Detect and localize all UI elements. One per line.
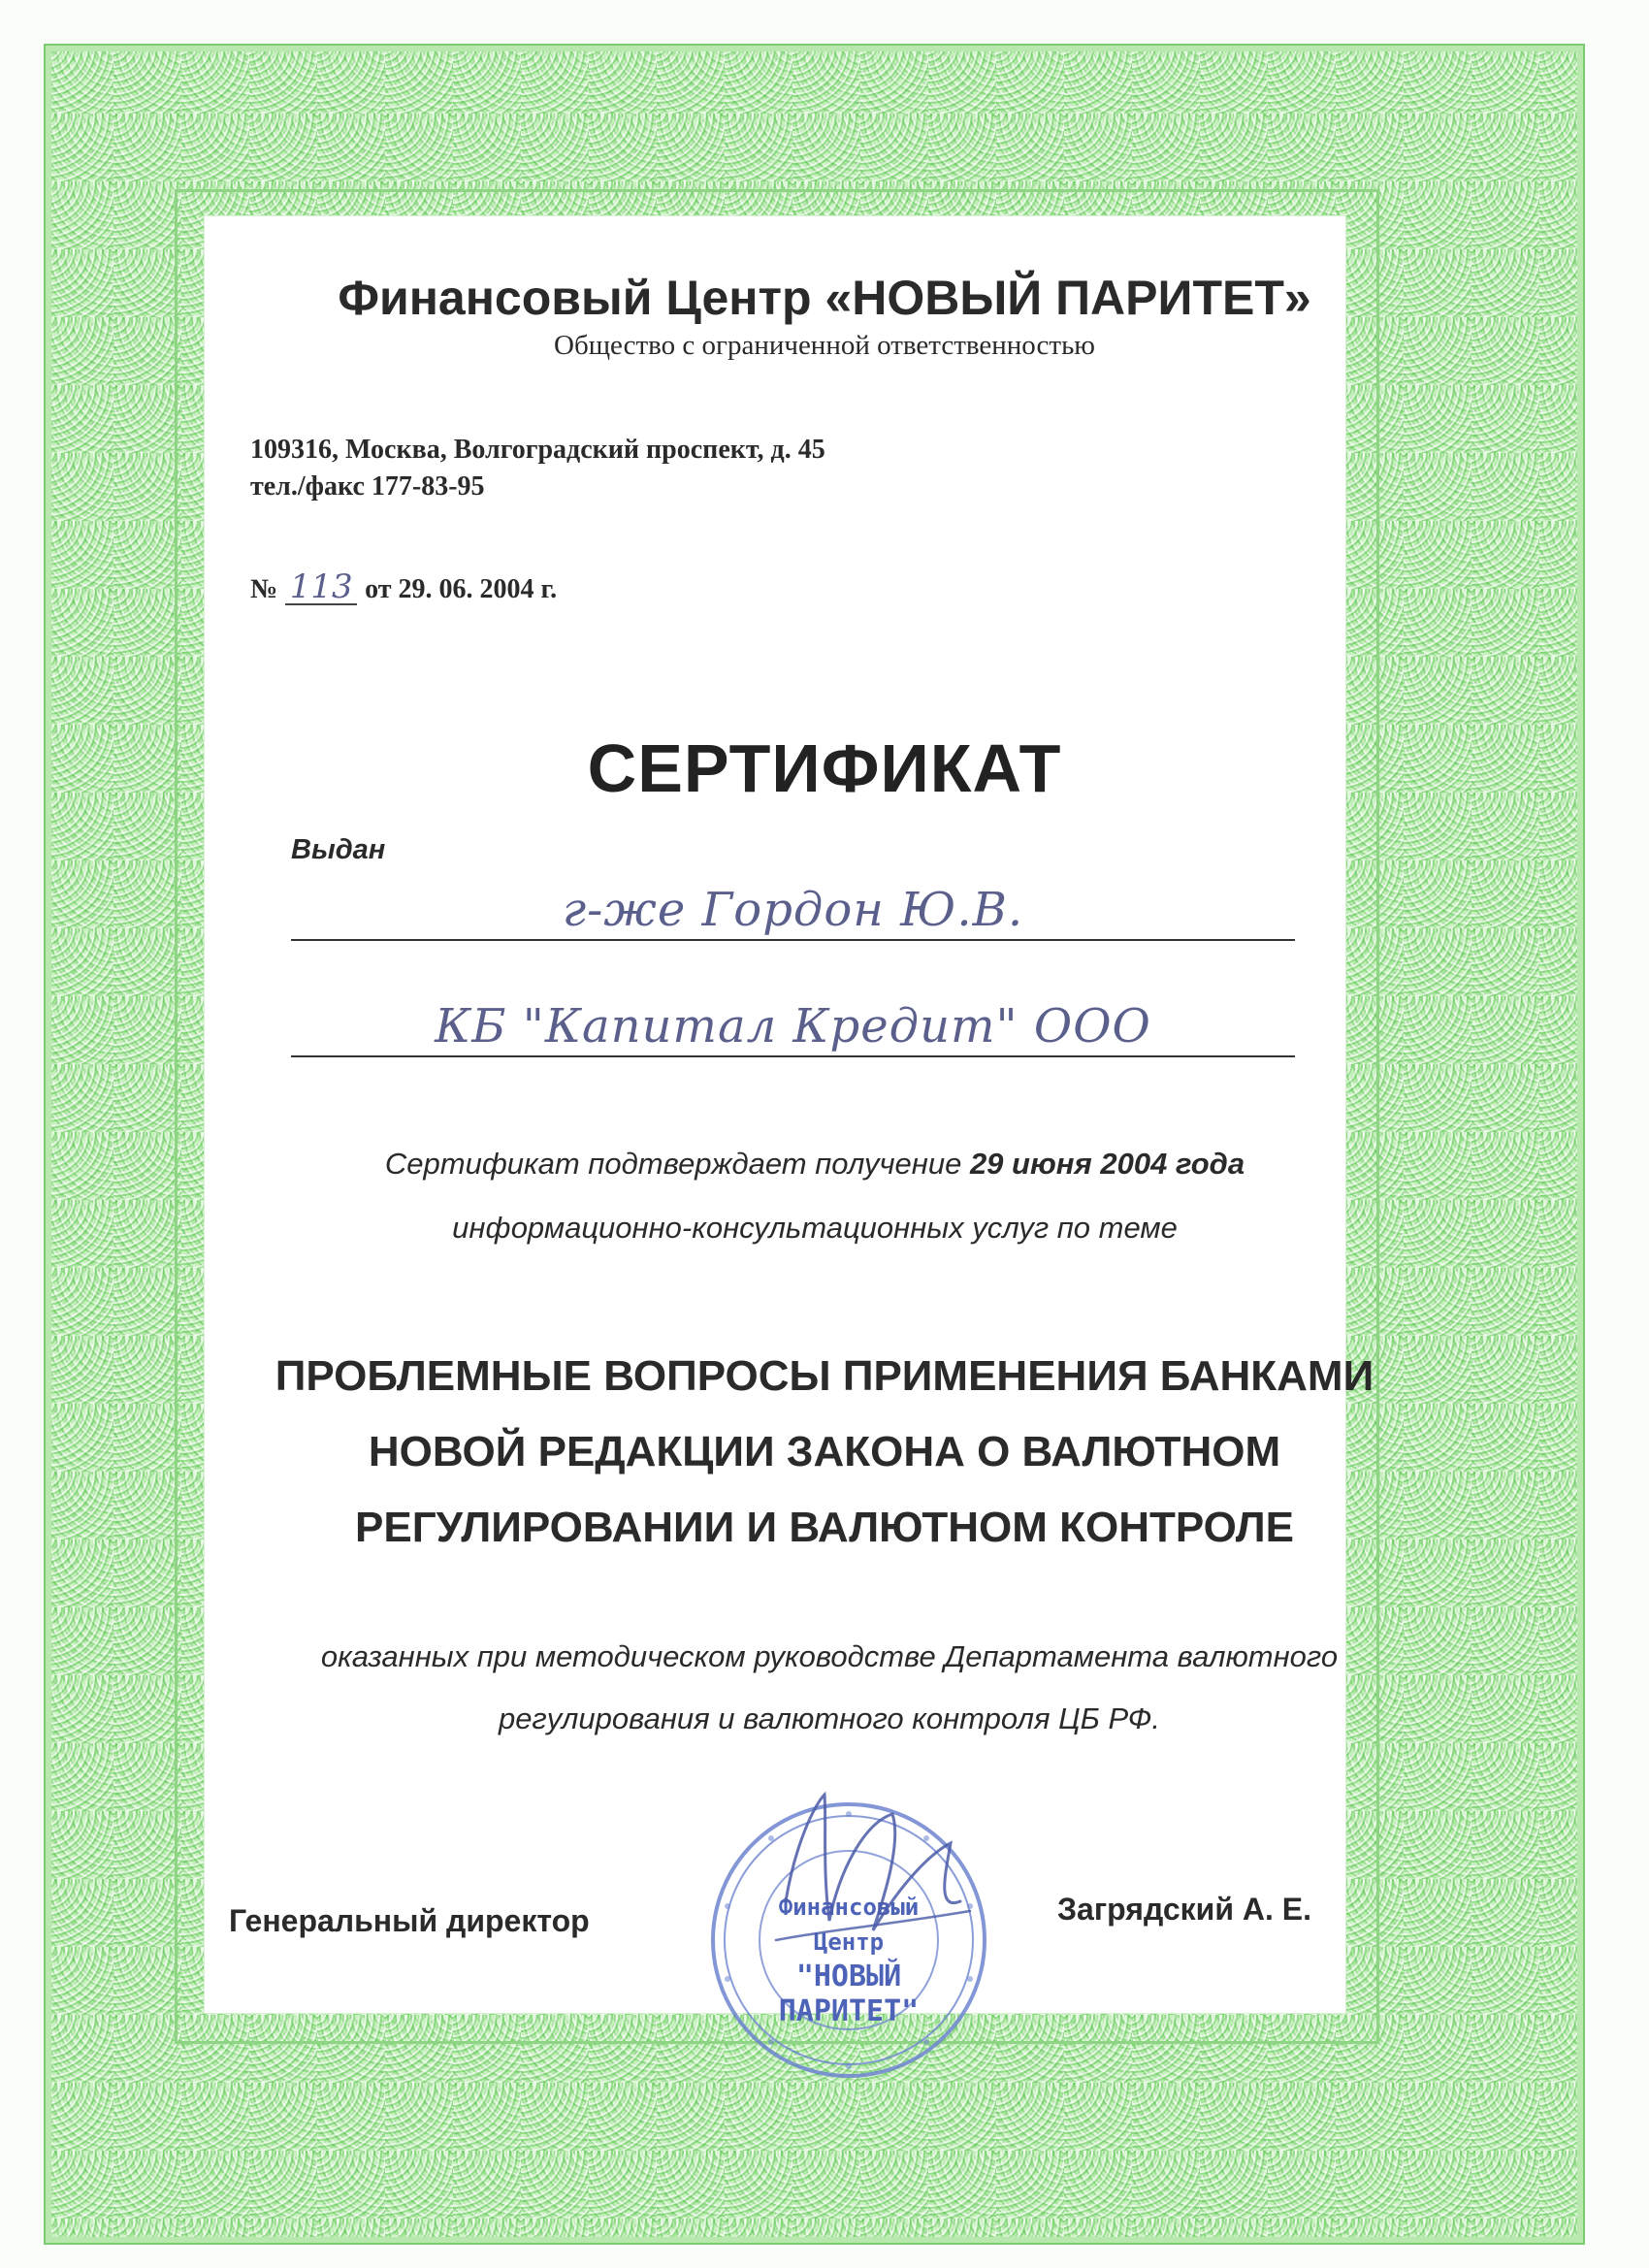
topic-line: РЕГУЛИРОВАНИИ И ВАЛЮТНОМ КОНТРОЛЕ xyxy=(355,1504,1294,1551)
stamp-line: Финансовый xyxy=(778,1894,920,1921)
organization-address: 109316, Москва, Волгоградский проспект, д. 45 xyxy=(250,435,825,465)
recipient-name: г-же Гордон Ю.В. xyxy=(562,883,1024,937)
confirmation-text xyxy=(262,1147,1368,1182)
confirmation-date: 29 июня 2004 года xyxy=(969,1147,1245,1181)
guidance-line: регулирования и валютного контроля ЦБ РФ. xyxy=(498,1701,1161,1735)
organization-legal-form: Общество с ограниченной ответственностью xyxy=(554,330,1095,361)
organization-name: Финансовый Центр «НОВЫЙ ПАРИТЕТ» xyxy=(338,271,1311,325)
recipient-organization: КБ "Капитал Кредит" ООО xyxy=(435,999,1151,1053)
confirmation-prefix: Сертификат подтверждает получение xyxy=(384,1147,962,1181)
signatory-role: Генеральный директор xyxy=(229,1903,590,1938)
signature-icon xyxy=(757,1785,989,1979)
guidance-line: оказанных при методическом руководстве Департамента валютного xyxy=(320,1639,1339,1673)
services-text: информационно-консультационных услуг по теме xyxy=(452,1211,1178,1245)
stamp-line: ПАРИТЕТ" xyxy=(778,1994,920,2028)
document-number: 113 xyxy=(285,570,357,605)
topic-title xyxy=(194,1339,1455,1566)
signatory-name: Загрядский А. Е. xyxy=(1057,1892,1312,1927)
certificate-title: СЕРТИФИКАТ xyxy=(587,730,1062,806)
issued-label: Выдан xyxy=(291,834,386,865)
topic-line: НОВОЙ РЕДАКЦИИ ЗАКОНА О ВАЛЮТНОМ xyxy=(368,1428,1281,1475)
organization-phone: тел./факс 177-83-95 xyxy=(250,471,485,502)
document-number-row xyxy=(250,567,558,606)
recipient-line-1 xyxy=(291,939,1295,941)
guidance-text xyxy=(209,1626,1450,1750)
stamp-line: Центр xyxy=(813,1928,885,1956)
recipient-line-2 xyxy=(291,1055,1295,1057)
topic-line: ПРОБЛЕМНЫЕ ВОПРОСЫ ПРИМЕНЕНИЯ БАНКАМИ xyxy=(275,1352,1374,1400)
document-date: от 29. 06. 2004 г. xyxy=(365,574,558,604)
stamp-line: "НОВЫЙ xyxy=(795,1960,902,1993)
number-prefix: № xyxy=(250,574,278,604)
